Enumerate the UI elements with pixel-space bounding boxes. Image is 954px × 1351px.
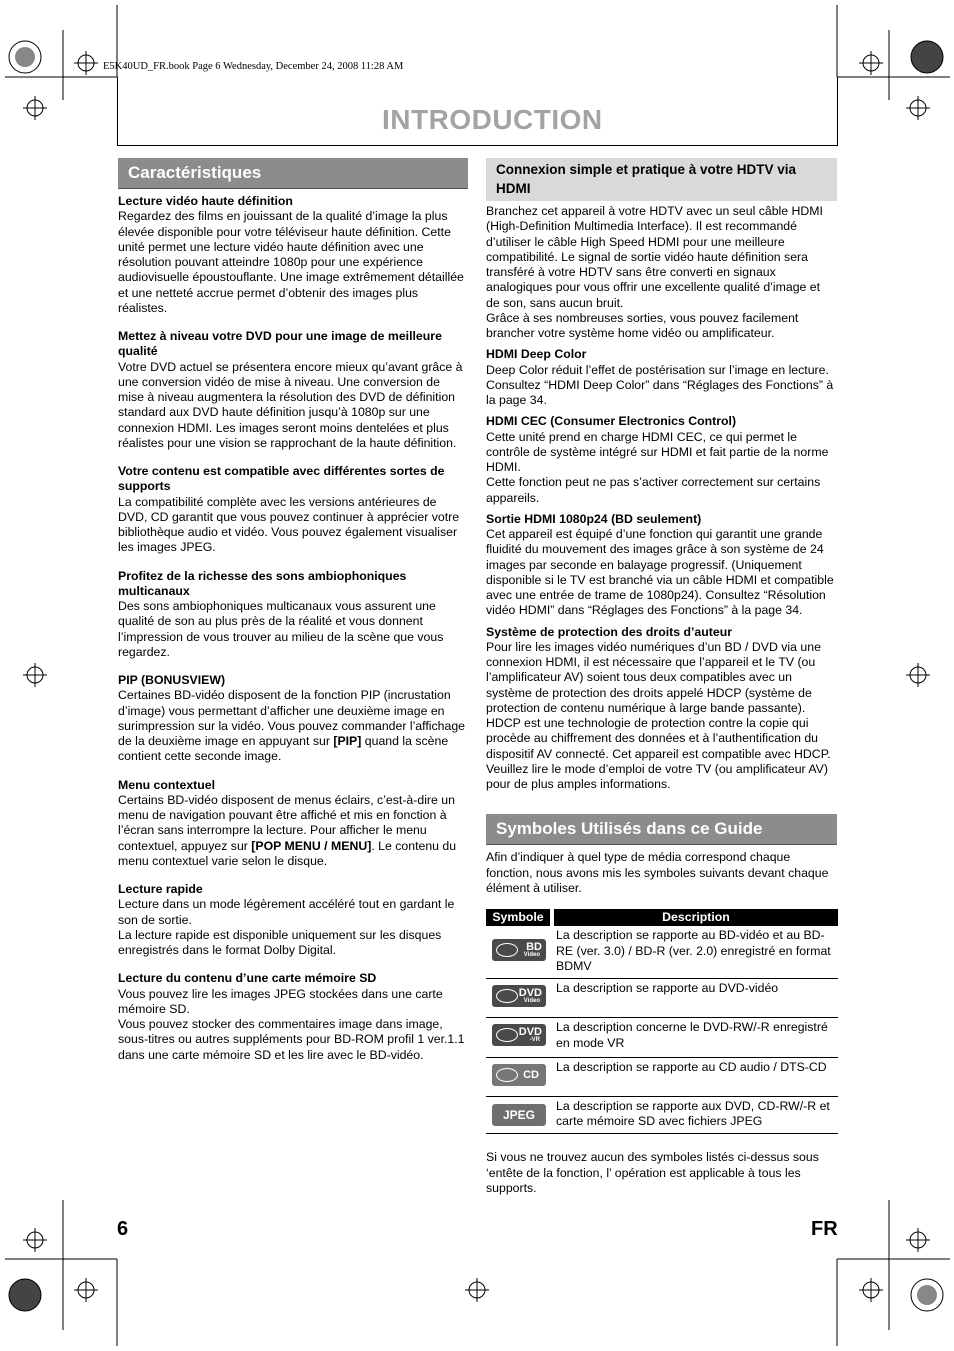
- feature-body: Certaines BD-vidéo disposent de la fonction PIP (incrustation d’image) vous permettant d’afficher une deuxième image en surimpression sur la vidéo. Vous pouvez commander l’affichage de la deuxième image en appuyant sur [PIP] quand la scène contient cette seconde image.: [118, 688, 465, 764]
- pop-menu-key: [POP MENU / MENU]: [251, 838, 372, 853]
- right-column: [486, 158, 837, 1196]
- feature-body: Vous pouvez lire les images JPEG stockées dans une carte mémoire SD.: [118, 986, 443, 1016]
- feature-title: Votre contenu est compatible avec différentes sortes de supports: [118, 464, 445, 494]
- feature-title: Lecture du contenu d’une carte mémoire SD: [118, 971, 377, 986]
- bd-video-icon: BD Video: [492, 939, 546, 961]
- pip-key: [PIP]: [333, 734, 362, 748]
- hdmi-feature-title: Sortie HDMI 1080p24 (BD seulement): [486, 511, 702, 526]
- table-cell-description: La description se rapporte au CD audio / DTS-CD: [552, 1057, 838, 1096]
- section-heading-hdmi: Connexion simple et pratique à votre HDTV via HDMI: [486, 158, 837, 201]
- dvd-vr-icon: DVD -VR: [492, 1024, 546, 1046]
- left-column: [118, 158, 468, 1063]
- feature-title: Menu contextuel: [118, 777, 216, 792]
- symbols-outro: Si vous ne trouvez aucun des symboles listés ci-dessus sous ‘entête de la fonction, l’ opération est applicable à tous les supports.: [486, 1150, 819, 1195]
- feature-body: Des sons ambiophoniques multicanaux vous assurent une qualité de son au plus près de la réalité et vous donnent l’impression de vous trouver au milieu de la scène que vous regardez.: [118, 599, 444, 659]
- hdmi-feature-title: HDMI CEC (Consumer Electronics Control): [486, 414, 737, 429]
- section-heading-caracteristiques: Caractéristiques: [118, 158, 468, 189]
- page-title: INTRODUCTION: [382, 104, 603, 135]
- hdmi-feature-title: Système de protection des droits d’auteur: [486, 624, 732, 639]
- feature-title: Mettez à niveau votre DVD pour une image de meilleure qualité: [118, 329, 442, 359]
- feature-body: Vous pouvez stocker des commentaires image dans image, sous-titres ou autres suppléments pour BD-ROM profil 1 ver.1.1 dans une carte mémoire SD et les lire avec le BD-vidéo.: [118, 1017, 465, 1062]
- hdmi-feature-body: Cet appareil est équipé d’une fonction qui garantit une grande fluidité du mouvement des images grâce à son système de 24 images par seconde en balayage progressif. (Uniquement disponible si le TV est branché via un câble HDMI et compatible avec une entrée de trame de 1080p24). Consultez “Résolution vidéo HDMI” dans “Réglages des Fonctions” à la page 34.: [486, 527, 834, 618]
- symbols-table: [486, 909, 838, 1134]
- table-header-symbol: Symbole: [486, 909, 552, 926]
- table-header-description: Description: [552, 909, 838, 926]
- cd-icon: CD: [492, 1064, 546, 1086]
- table-cell-description: La description se rapporte au DVD-vidéo: [552, 979, 838, 1018]
- page-number: 6: [117, 1218, 129, 1240]
- dvd-video-icon: DVD Video: [492, 985, 546, 1007]
- table-cell-description: La description se rapporte aux DVD, CD-RW/-R et carte mémoire SD avec fichiers JPEG: [552, 1096, 838, 1134]
- section-heading-symboles: Symboles Utilisés dans ce Guide: [486, 814, 837, 845]
- table-cell-description: La description se rapporte au BD-vidéo et au BD-RE (ver. 3.0) / BD-R (ver. 2.0) enregistré en format BDMV: [552, 926, 838, 978]
- table-row: [486, 926, 838, 978]
- language-code: FR: [811, 1218, 838, 1240]
- hdmi-feature-body: Deep Color réduit l’effet de postérisation sur l’image en lecture. Consultez “HDMI Deep Color” dans “Réglages des Fonctions” à la page 34.: [486, 362, 834, 407]
- table-row: [486, 1057, 838, 1096]
- feature-title: PIP (BONUSVIEW): [118, 673, 226, 687]
- feature-body: Votre DVD actuel se présentera encore mieux qu’avant grâce à une conversion vidéo de mise à niveau. Une conversion de mise à niveau augmentera la résolution des DVD de définition standard aux DVD haute définition jusqu’à 1080p sur une connexion HDMI. Les images seront moins dentelées et plus réalistes pour une vision se rapprochant de la haute définition.: [118, 359, 463, 450]
- hdmi-intro: Grâce à ses nombreuses sorties, vous pouvez facilement brancher votre système home vidéo ou amplificateur.: [486, 310, 799, 340]
- hdmi-feature-title: HDMI Deep Color: [486, 347, 587, 362]
- hdmi-feature-body: Pour lire les images vidéo numériques d’un BD / DVD via une connexion HDMI, il est nécessaire que l’appareil et le TV (ou l’amplificateur AV) soient tous deux compatibles avec un système de protection des droits appelé HDCP (système de protection de contenu numérique à large bande passante). HDCP est une technologie de protection contre la copie qui procède au chiffrement des données et à l’authentification du dispositif AV connecté. Cet appareil est compatible avec HDCP. Veuillez lire le mode d’emploi de votre TV (ou amplificateur AV) pour de plus amples informations.: [486, 639, 831, 791]
- feature-title: Profitez de la richesse des sons ambiophoniques multicanaux: [118, 568, 407, 598]
- table-row: [486, 1018, 838, 1057]
- table-row: [486, 1096, 838, 1134]
- table-cell-description: La description concerne le DVD-RW/-R enregistré en mode VR: [552, 1018, 838, 1057]
- table-row: [486, 979, 838, 1018]
- feature-title: Lecture vidéo haute définition: [118, 194, 293, 208]
- symbols-intro: Afin d’indiquer à quel type de média correspond chaque fonction, nous avons mis les symboles suivants devant chaque élément à utiliser.: [486, 850, 829, 895]
- feature-body: Lecture dans un mode légèrement accéléré tout en gardant le son de sortie.: [118, 897, 455, 927]
- feature-body: La compatibilité complète avec les versions antérieures de DVD, CD garantit que vous pouvez continuer à apprécier votre bibliothèque audio et vidéo. Vous pouvez également visualiser les images JPEG.: [118, 494, 460, 555]
- feature-body: Regardez des films en jouissant de la qualité d’image la plus élevée disponible pour votre téléviseur haute définition. Cette unité permet une lecture vidéo haute définition avec une résolution pouvant atteindre 1080p pour une expérience audiovisuelle époustouflante. Une image extrêmement détaillée et une netteté accrue permet d’obtenir des images plus réalistes.: [118, 209, 464, 315]
- feature-body: Certains BD-vidéo disposent de menus éclairs, c’est-à-dire un menu de navigation pouvant être affiché et mis en fonction à l’écran sans interrompre la lecture. Pour afficher le menu contextuel, appuyez sur [POP MENU / MENU]. Le contenu du menu contextuel varie selon le disque.: [118, 792, 457, 868]
- jpeg-icon: JPEG: [492, 1104, 546, 1126]
- printer-info: E5K40UD_FR.book Page 6 Wednesday, December 24, 2008 11:28 AM: [103, 61, 404, 72]
- hdmi-intro: Branchez cet appareil à votre HDTV avec un seul câble HDMI (High-Definition Multimedia Interface). Il est recommandé d’utiliser le câble High Speed HDMI pour une meilleure compatibilité. Le signal de sortie vidéo haute définition sera transféré à votre HDTV sans être converti en signaux analogiques pour vous offrir une excellente qualité d’image et de son, sans aucun bruit.: [486, 204, 823, 310]
- feature-title: Lecture rapide: [118, 882, 203, 896]
- feature-body: La lecture rapide est disponible uniquement sur les disques enregistrés dans le format Dolby Digital.: [118, 927, 442, 957]
- hdmi-feature-body: Cette unité prend en charge HDMI CEC, ce qui permet le contrôle de système intégré sur HDMI et fait partie de la norme HDMI.: [486, 429, 829, 474]
- hdmi-feature-body: Cette fonction peut ne pas s’activer correctement sur certains appareils.: [486, 475, 821, 505]
